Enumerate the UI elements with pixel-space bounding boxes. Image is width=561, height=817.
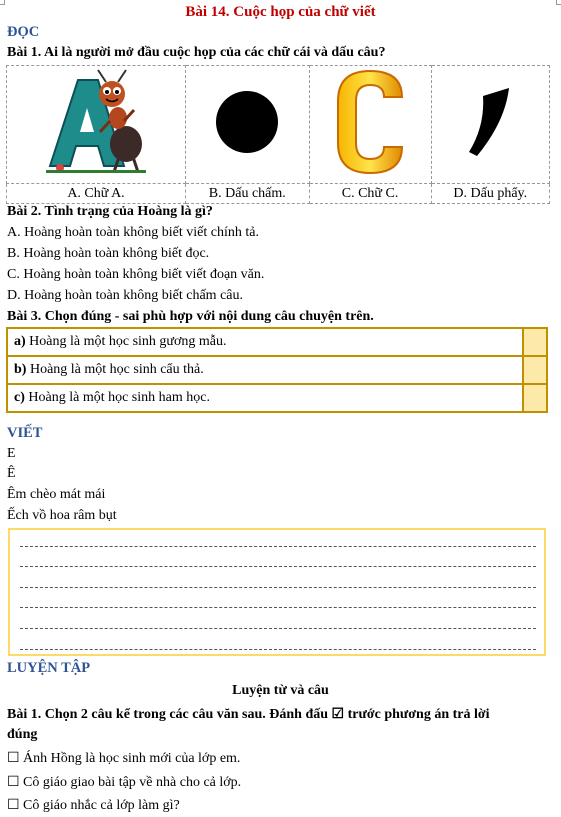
letter-c-icon xyxy=(332,67,408,177)
writing-line xyxy=(20,649,536,650)
option-a-label[interactable]: A. Chữ A. xyxy=(7,184,186,204)
viet-line: Êm chèo mát mái xyxy=(7,487,106,502)
bai2-option-d[interactable]: D. Hoàng hoàn toàn không biết chấm câu. xyxy=(7,288,243,303)
bai2-option-a[interactable]: A. Hoàng hoàn toàn không biết viết chính tả. xyxy=(7,225,259,240)
writing-area[interactable] xyxy=(8,528,546,656)
luyen-tap-q1-line2: đúng xyxy=(7,727,38,742)
bai3-true-false-table xyxy=(6,327,548,413)
luyen-tap-q1-line1: Bài 1. Chọn 2 câu kể trong các câu văn sau. Đánh đấu ☑ trước phương án trả lời xyxy=(7,707,490,722)
section-heading-luyen-tap: LUYỆN TẬP xyxy=(7,660,91,676)
option-d-image-cell[interactable] xyxy=(431,66,549,184)
tf-answer-box[interactable] xyxy=(523,328,547,356)
writing-line xyxy=(20,628,536,629)
bai2-question: Bài 2. Tình trạng của Hoàng là gì? xyxy=(7,204,213,219)
dot-icon xyxy=(212,87,282,157)
bai1-question: Bài 1. Ai là người mở đầu cuộc họp của các chữ cái và dấu câu? xyxy=(7,45,386,60)
tf-row xyxy=(7,328,547,356)
writing-line xyxy=(20,546,536,547)
luyen-tap-subtitle: Luyện từ và câu xyxy=(232,683,329,698)
letter-a-ant-icon xyxy=(40,66,152,178)
comma-icon xyxy=(465,82,515,162)
tf-statement: b) Hoàng là một học sinh cẩu thả. xyxy=(7,356,523,384)
option-b-label[interactable]: B. Dấu chấm. xyxy=(186,184,310,204)
section-heading-viet: VIẾT xyxy=(7,425,43,441)
viet-line: Ếch vồ hoa râm bụt xyxy=(7,508,117,523)
tf-answer-box[interactable] xyxy=(523,356,547,384)
bai1-options-table xyxy=(6,65,550,204)
section-heading-doc: ĐỌC xyxy=(7,24,40,40)
luyen-tap-choice[interactable]: ☐ Cô giáo nhắc cả lớp làm gì? xyxy=(7,798,180,813)
tf-statement: c) Hoàng là một học sinh ham học. xyxy=(7,384,523,412)
bai2-option-c[interactable]: C. Hoàng hoàn toàn không biết viết đoạn văn. xyxy=(7,267,265,282)
bai2-option-b[interactable]: B. Hoàng hoàn toàn không biết đọc. xyxy=(7,246,210,261)
option-c-image-cell[interactable] xyxy=(309,66,431,184)
option-d-label[interactable]: D. Dấu phẩy. xyxy=(431,184,549,204)
tf-row xyxy=(7,356,547,384)
viet-line: E xyxy=(7,446,16,461)
tf-statement: a) Hoàng là một học sinh gương mẫu. xyxy=(7,328,523,356)
writing-line xyxy=(20,566,536,567)
option-c-label[interactable]: C. Chữ C. xyxy=(309,184,431,204)
bai3-question: Bài 3. Chọn đúng - sai phù hợp với nội dung câu chuyện trên. xyxy=(7,309,374,324)
viet-line: Ê xyxy=(7,466,16,481)
luyen-tap-choice[interactable]: ☐ Ánh Hồng là học sinh mới của lớp em. xyxy=(7,751,241,766)
lesson-title: Bài 14. Cuộc họp của chữ viết xyxy=(185,4,376,20)
tf-answer-box[interactable] xyxy=(523,384,547,412)
option-a-image-cell[interactable] xyxy=(7,66,186,184)
option-b-image-cell[interactable] xyxy=(186,66,310,184)
writing-line xyxy=(20,607,536,608)
luyen-tap-choice[interactable]: ☐ Cô giáo giao bài tập về nhà cho cả lớp. xyxy=(7,775,242,790)
writing-line xyxy=(20,587,536,588)
tf-row xyxy=(7,384,547,412)
